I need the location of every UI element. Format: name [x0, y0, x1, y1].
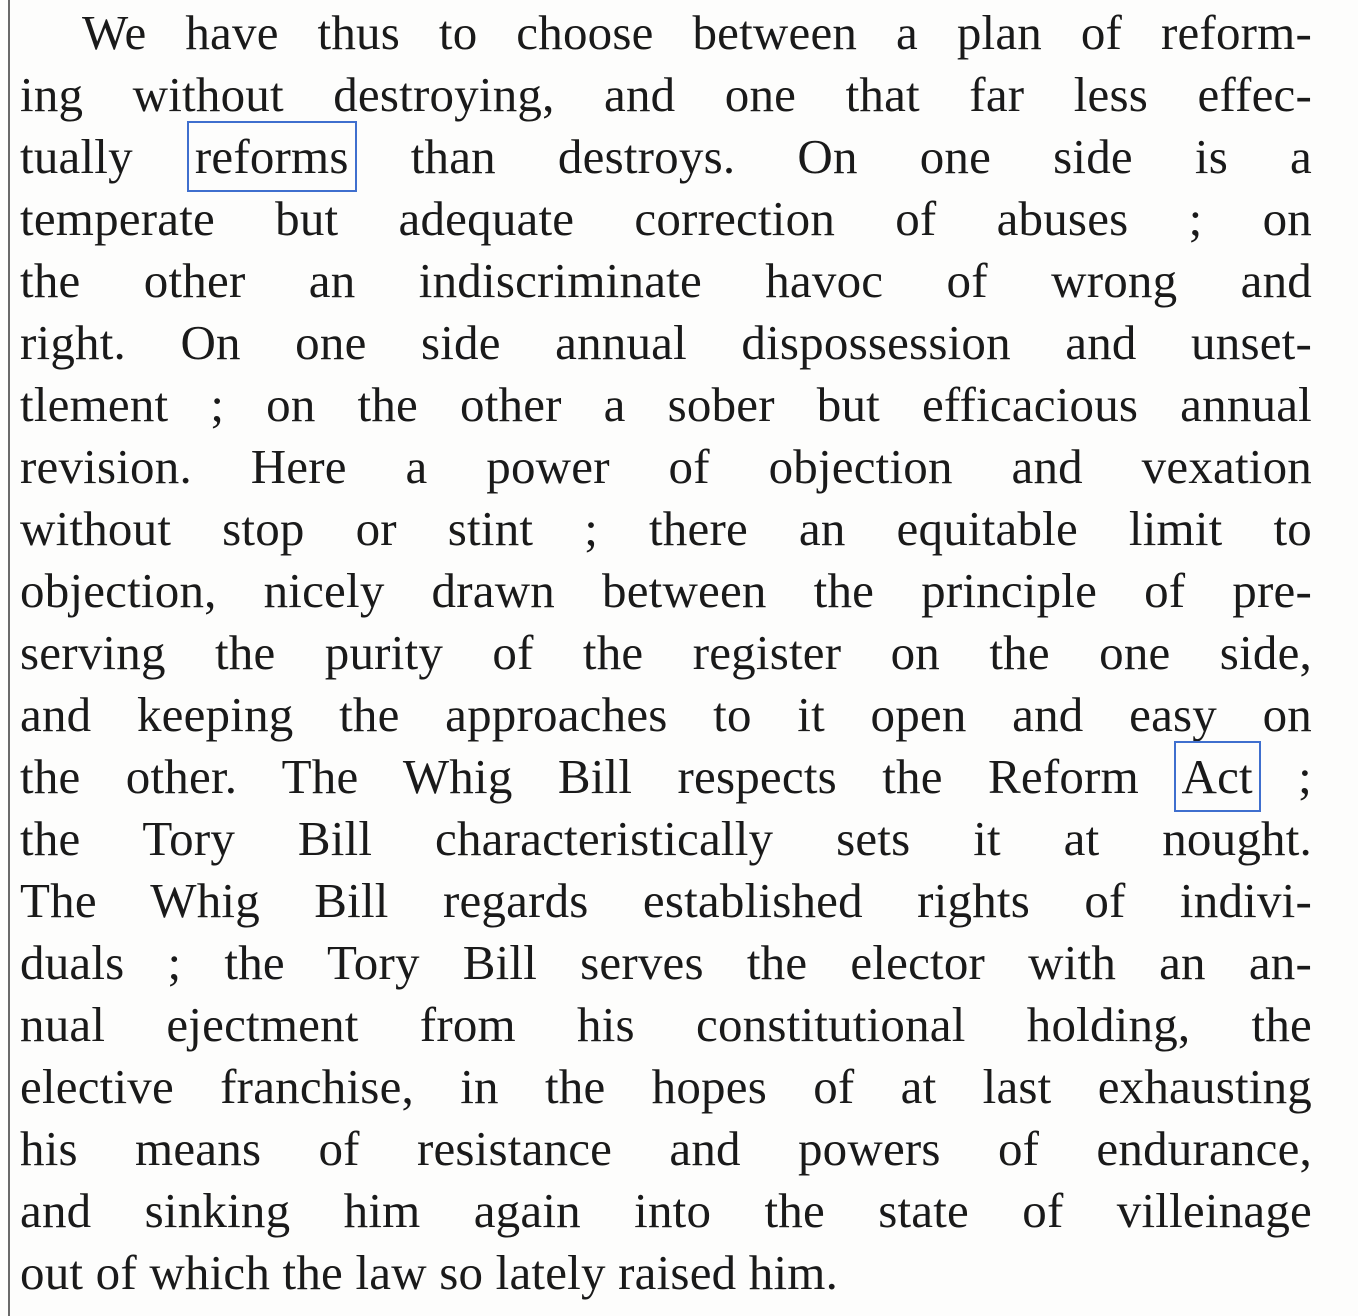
- text-line: his means of resistance and powers of endurance,: [20, 1121, 1312, 1176]
- text-line: We have thus to choose between a plan of reform-: [82, 5, 1312, 60]
- text-line: tually reforms than destroys. On one side is a: [20, 129, 1312, 184]
- text-line: the Tory Bill characteristically sets it at nought.: [20, 811, 1312, 866]
- text-line: The Whig Bill regards established rights of indivi-: [20, 873, 1312, 928]
- text-line: and sinking him again into the state of villeinage: [20, 1183, 1312, 1238]
- text-line: ing without destroying, and one that far less effec-: [20, 67, 1312, 122]
- text-line: and keeping the approaches to it open and easy on: [20, 687, 1312, 742]
- text-line: the other. The Whig Bill respects the Reform Act ;: [20, 749, 1312, 804]
- text-line: without stop or stint ; there an equitable limit to: [20, 501, 1312, 556]
- text-line: right. On one side annual dispossession and unset-: [20, 315, 1312, 370]
- text-line: out of which the law so lately raised him.: [20, 1245, 839, 1300]
- text-line: elective franchise, in the hopes of at last exhausting: [20, 1059, 1312, 1114]
- text-line: tlement ; on the other a sober but efficacious annual: [20, 377, 1312, 432]
- column-rule: [8, 0, 10, 1316]
- highlighted-word-reforms: reforms: [194, 129, 349, 184]
- text-line: revision. Here a power of objection and vexation: [20, 439, 1312, 494]
- text-line: duals ; the Tory Bill serves the elector with an an-: [20, 935, 1312, 990]
- text-line: serving the purity of the register on the one side,: [20, 625, 1312, 680]
- text-line: nual ejectment from his constitutional holding, the: [20, 997, 1312, 1052]
- text-line: temperate but adequate correction of abuses ; on: [20, 191, 1312, 246]
- text-line: objection, nicely drawn between the principle of pre-: [20, 563, 1312, 618]
- text-line: the other an indiscriminate havoc of wrong and: [20, 253, 1312, 308]
- highlighted-word-act: Act: [1181, 749, 1253, 804]
